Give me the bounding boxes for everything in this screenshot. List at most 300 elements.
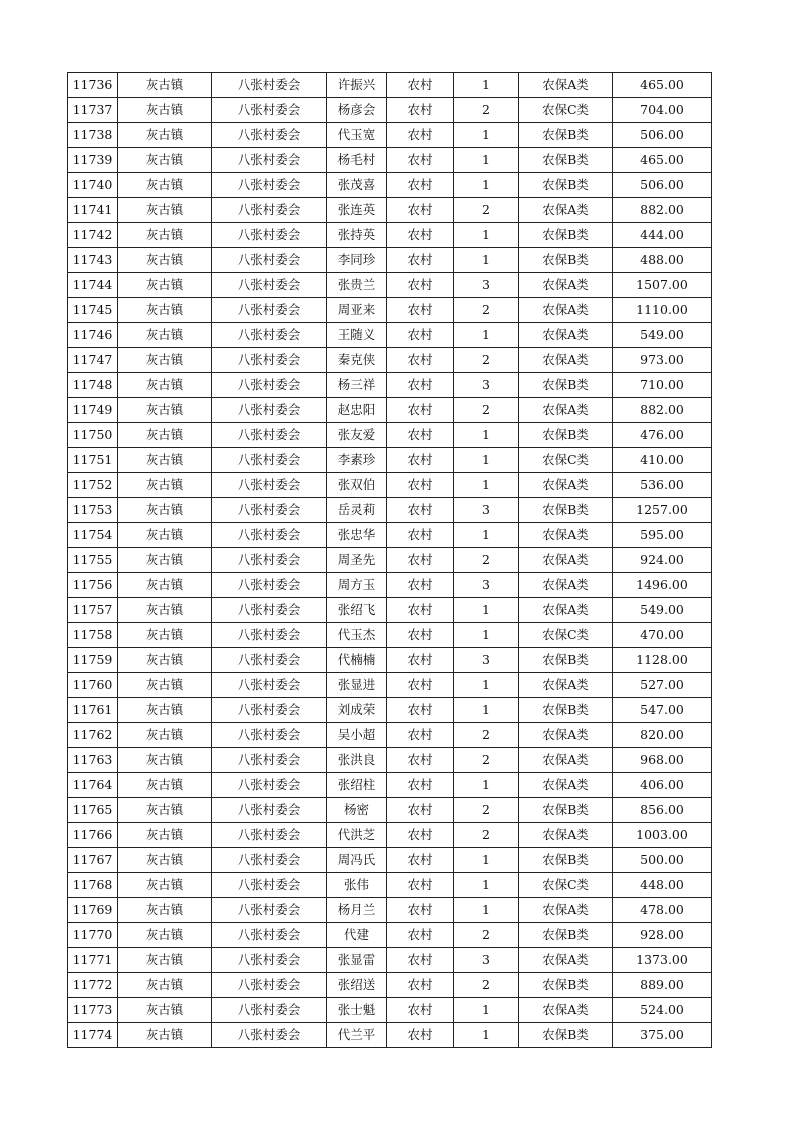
record-id-cell: 11744 xyxy=(68,273,118,298)
village-cell: 八张村委会 xyxy=(212,548,327,573)
record-id-cell: 11756 xyxy=(68,573,118,598)
table-row xyxy=(68,498,712,523)
household-count-cell: 1 xyxy=(454,998,519,1023)
area-type-cell: 农村 xyxy=(387,898,454,923)
record-id-cell: 11770 xyxy=(68,923,118,948)
village-cell: 八张村委会 xyxy=(212,948,327,973)
record-id-cell: 11763 xyxy=(68,748,118,773)
household-count-cell: 1 xyxy=(454,598,519,623)
town-cell: 灰古镇 xyxy=(118,923,212,948)
insurance-category-cell: 农保B类 xyxy=(519,798,613,823)
amount-cell: 928.00 xyxy=(613,923,712,948)
village-cell: 八张村委会 xyxy=(212,848,327,873)
area-type-cell: 农村 xyxy=(387,598,454,623)
record-id-cell: 11755 xyxy=(68,548,118,573)
town-cell: 灰古镇 xyxy=(118,448,212,473)
record-id-cell: 11745 xyxy=(68,298,118,323)
amount-cell: 465.00 xyxy=(613,148,712,173)
household-count-cell: 2 xyxy=(454,398,519,423)
table-row xyxy=(68,773,712,798)
town-cell: 灰古镇 xyxy=(118,823,212,848)
town-cell: 灰古镇 xyxy=(118,398,212,423)
amount-cell: 1003.00 xyxy=(613,823,712,848)
household-count-cell: 1 xyxy=(454,73,519,98)
record-id-cell: 11772 xyxy=(68,973,118,998)
table-row xyxy=(68,448,712,473)
area-type-cell: 农村 xyxy=(387,148,454,173)
amount-cell: 448.00 xyxy=(613,873,712,898)
name-cell: 赵忠阳 xyxy=(327,398,387,423)
name-cell: 许振兴 xyxy=(327,73,387,98)
table-row xyxy=(68,623,712,648)
record-id-cell: 11741 xyxy=(68,198,118,223)
village-cell: 八张村委会 xyxy=(212,523,327,548)
insurance-category-cell: 农保B类 xyxy=(519,248,613,273)
table-row xyxy=(68,298,712,323)
town-cell: 灰古镇 xyxy=(118,498,212,523)
amount-cell: 524.00 xyxy=(613,998,712,1023)
record-id-cell: 11747 xyxy=(68,348,118,373)
household-count-cell: 1 xyxy=(454,173,519,198)
village-cell: 八张村委会 xyxy=(212,498,327,523)
area-type-cell: 农村 xyxy=(387,173,454,198)
table-row xyxy=(68,973,712,998)
area-type-cell: 农村 xyxy=(387,948,454,973)
amount-cell: 547.00 xyxy=(613,698,712,723)
household-count-cell: 1 xyxy=(454,698,519,723)
table-row xyxy=(68,223,712,248)
household-count-cell: 1 xyxy=(454,248,519,273)
area-type-cell: 农村 xyxy=(387,73,454,98)
table-row xyxy=(68,848,712,873)
roster-table xyxy=(67,72,712,1048)
name-cell: 张显雷 xyxy=(327,948,387,973)
name-cell: 张茂喜 xyxy=(327,173,387,198)
table-row xyxy=(68,273,712,298)
area-type-cell: 农村 xyxy=(387,548,454,573)
town-cell: 灰古镇 xyxy=(118,748,212,773)
record-id-cell: 11764 xyxy=(68,773,118,798)
village-cell: 八张村委会 xyxy=(212,448,327,473)
village-cell: 八张村委会 xyxy=(212,248,327,273)
village-cell: 八张村委会 xyxy=(212,423,327,448)
area-type-cell: 农村 xyxy=(387,373,454,398)
insurance-category-cell: 农保B类 xyxy=(519,373,613,398)
household-count-cell: 2 xyxy=(454,723,519,748)
household-count-cell: 1 xyxy=(454,448,519,473)
village-cell: 八张村委会 xyxy=(212,373,327,398)
table-row xyxy=(68,998,712,1023)
name-cell: 李同珍 xyxy=(327,248,387,273)
insurance-category-cell: 农保A类 xyxy=(519,823,613,848)
amount-cell: 973.00 xyxy=(613,348,712,373)
household-count-cell: 1 xyxy=(454,873,519,898)
name-cell: 张绍送 xyxy=(327,973,387,998)
village-cell: 八张村委会 xyxy=(212,1023,327,1048)
insurance-category-cell: 农保B类 xyxy=(519,498,613,523)
household-count-cell: 1 xyxy=(454,623,519,648)
amount-cell: 856.00 xyxy=(613,798,712,823)
record-id-cell: 11760 xyxy=(68,673,118,698)
name-cell: 杨月兰 xyxy=(327,898,387,923)
area-type-cell: 农村 xyxy=(387,773,454,798)
insurance-category-cell: 农保C类 xyxy=(519,623,613,648)
record-id-cell: 11743 xyxy=(68,248,118,273)
amount-cell: 710.00 xyxy=(613,373,712,398)
household-count-cell: 2 xyxy=(454,98,519,123)
village-cell: 八张村委会 xyxy=(212,823,327,848)
insurance-category-cell: 农保A类 xyxy=(519,298,613,323)
village-cell: 八张村委会 xyxy=(212,298,327,323)
name-cell: 周亚来 xyxy=(327,298,387,323)
record-id-cell: 11766 xyxy=(68,823,118,848)
record-id-cell: 11757 xyxy=(68,598,118,623)
record-id-cell: 11767 xyxy=(68,848,118,873)
amount-cell: 1373.00 xyxy=(613,948,712,973)
record-id-cell: 11740 xyxy=(68,173,118,198)
amount-cell: 527.00 xyxy=(613,673,712,698)
town-cell: 灰古镇 xyxy=(118,273,212,298)
insurance-category-cell: 农保A类 xyxy=(519,398,613,423)
table-row xyxy=(68,473,712,498)
town-cell: 灰古镇 xyxy=(118,548,212,573)
table-row xyxy=(68,823,712,848)
insurance-category-cell: 农保A类 xyxy=(519,348,613,373)
amount-cell: 1507.00 xyxy=(613,273,712,298)
insurance-category-cell: 农保A类 xyxy=(519,748,613,773)
amount-cell: 882.00 xyxy=(613,198,712,223)
village-cell: 八张村委会 xyxy=(212,573,327,598)
household-count-cell: 1 xyxy=(454,898,519,923)
amount-cell: 1128.00 xyxy=(613,648,712,673)
area-type-cell: 农村 xyxy=(387,723,454,748)
household-count-cell: 3 xyxy=(454,498,519,523)
household-count-cell: 1 xyxy=(454,423,519,448)
record-id-cell: 11754 xyxy=(68,523,118,548)
household-count-cell: 3 xyxy=(454,648,519,673)
household-count-cell: 2 xyxy=(454,923,519,948)
amount-cell: 924.00 xyxy=(613,548,712,573)
amount-cell: 882.00 xyxy=(613,398,712,423)
town-cell: 灰古镇 xyxy=(118,1023,212,1048)
table-row xyxy=(68,323,712,348)
town-cell: 灰古镇 xyxy=(118,198,212,223)
amount-cell: 1496.00 xyxy=(613,573,712,598)
amount-cell: 488.00 xyxy=(613,248,712,273)
name-cell: 王随义 xyxy=(327,323,387,348)
village-cell: 八张村委会 xyxy=(212,773,327,798)
town-cell: 灰古镇 xyxy=(118,798,212,823)
table-row xyxy=(68,73,712,98)
area-type-cell: 农村 xyxy=(387,698,454,723)
town-cell: 灰古镇 xyxy=(118,848,212,873)
amount-cell: 500.00 xyxy=(613,848,712,873)
insurance-category-cell: 农保A类 xyxy=(519,273,613,298)
name-cell: 张士魁 xyxy=(327,998,387,1023)
household-count-cell: 2 xyxy=(454,973,519,998)
record-id-cell: 11751 xyxy=(68,448,118,473)
area-type-cell: 农村 xyxy=(387,473,454,498)
table-row xyxy=(68,598,712,623)
amount-cell: 406.00 xyxy=(613,773,712,798)
town-cell: 灰古镇 xyxy=(118,948,212,973)
household-count-cell: 3 xyxy=(454,948,519,973)
name-cell: 周方玉 xyxy=(327,573,387,598)
household-count-cell: 1 xyxy=(454,523,519,548)
insurance-category-cell: 农保B类 xyxy=(519,223,613,248)
insurance-category-cell: 农保A类 xyxy=(519,723,613,748)
amount-cell: 889.00 xyxy=(613,973,712,998)
area-type-cell: 农村 xyxy=(387,648,454,673)
area-type-cell: 农村 xyxy=(387,973,454,998)
village-cell: 八张村委会 xyxy=(212,198,327,223)
area-type-cell: 农村 xyxy=(387,273,454,298)
insurance-category-cell: 农保A类 xyxy=(519,898,613,923)
insurance-category-cell: 农保A类 xyxy=(519,598,613,623)
name-cell: 张双伯 xyxy=(327,473,387,498)
name-cell: 张伟 xyxy=(327,873,387,898)
insurance-category-cell: 农保A类 xyxy=(519,323,613,348)
town-cell: 灰古镇 xyxy=(118,873,212,898)
town-cell: 灰古镇 xyxy=(118,523,212,548)
insurance-category-cell: 农保A类 xyxy=(519,948,613,973)
table-row xyxy=(68,198,712,223)
town-cell: 灰古镇 xyxy=(118,598,212,623)
town-cell: 灰古镇 xyxy=(118,673,212,698)
village-cell: 八张村委会 xyxy=(212,223,327,248)
name-cell: 秦克侠 xyxy=(327,348,387,373)
insurance-category-cell: 农保B类 xyxy=(519,1023,613,1048)
amount-cell: 536.00 xyxy=(613,473,712,498)
table-row xyxy=(68,548,712,573)
insurance-category-cell: 农保A类 xyxy=(519,673,613,698)
name-cell: 张洪良 xyxy=(327,748,387,773)
record-id-cell: 11746 xyxy=(68,323,118,348)
area-type-cell: 农村 xyxy=(387,573,454,598)
table-body xyxy=(68,73,712,1048)
name-cell: 代建 xyxy=(327,923,387,948)
table-row xyxy=(68,423,712,448)
area-type-cell: 农村 xyxy=(387,748,454,773)
town-cell: 灰古镇 xyxy=(118,898,212,923)
town-cell: 灰古镇 xyxy=(118,123,212,148)
name-cell: 张忠华 xyxy=(327,523,387,548)
town-cell: 灰古镇 xyxy=(118,423,212,448)
insurance-category-cell: 农保B类 xyxy=(519,123,613,148)
insurance-category-cell: 农保A类 xyxy=(519,73,613,98)
name-cell: 杨毛村 xyxy=(327,148,387,173)
table-row xyxy=(68,698,712,723)
village-cell: 八张村委会 xyxy=(212,273,327,298)
insurance-category-cell: 农保B类 xyxy=(519,173,613,198)
table-row xyxy=(68,923,712,948)
town-cell: 灰古镇 xyxy=(118,623,212,648)
amount-cell: 549.00 xyxy=(613,598,712,623)
area-type-cell: 农村 xyxy=(387,323,454,348)
table-row xyxy=(68,373,712,398)
record-id-cell: 11761 xyxy=(68,698,118,723)
area-type-cell: 农村 xyxy=(387,848,454,873)
village-cell: 八张村委会 xyxy=(212,73,327,98)
area-type-cell: 农村 xyxy=(387,923,454,948)
insurance-category-cell: 农保B类 xyxy=(519,923,613,948)
household-count-cell: 2 xyxy=(454,823,519,848)
name-cell: 李素珍 xyxy=(327,448,387,473)
table-row xyxy=(68,573,712,598)
insurance-category-cell: 农保B类 xyxy=(519,648,613,673)
name-cell: 杨密 xyxy=(327,798,387,823)
town-cell: 灰古镇 xyxy=(118,298,212,323)
insurance-category-cell: 农保A类 xyxy=(519,573,613,598)
household-count-cell: 2 xyxy=(454,748,519,773)
household-count-cell: 1 xyxy=(454,223,519,248)
table-row xyxy=(68,123,712,148)
record-id-cell: 11738 xyxy=(68,123,118,148)
area-type-cell: 农村 xyxy=(387,673,454,698)
name-cell: 张友爱 xyxy=(327,423,387,448)
record-id-cell: 11752 xyxy=(68,473,118,498)
household-count-cell: 1 xyxy=(454,1023,519,1048)
household-count-cell: 3 xyxy=(454,273,519,298)
table-row xyxy=(68,348,712,373)
household-count-cell: 2 xyxy=(454,198,519,223)
insurance-category-cell: 农保A类 xyxy=(519,998,613,1023)
name-cell: 代楠楠 xyxy=(327,648,387,673)
insurance-category-cell: 农保B类 xyxy=(519,698,613,723)
area-type-cell: 农村 xyxy=(387,248,454,273)
household-count-cell: 3 xyxy=(454,373,519,398)
insurance-category-cell: 农保C类 xyxy=(519,448,613,473)
record-id-cell: 11750 xyxy=(68,423,118,448)
town-cell: 灰古镇 xyxy=(118,223,212,248)
record-id-cell: 11758 xyxy=(68,623,118,648)
area-type-cell: 农村 xyxy=(387,423,454,448)
table-row xyxy=(68,98,712,123)
name-cell: 杨彦会 xyxy=(327,98,387,123)
table-row xyxy=(68,898,712,923)
household-count-cell: 1 xyxy=(454,773,519,798)
household-count-cell: 1 xyxy=(454,848,519,873)
village-cell: 八张村委会 xyxy=(212,673,327,698)
table-row xyxy=(68,948,712,973)
record-id-cell: 11753 xyxy=(68,498,118,523)
area-type-cell: 农村 xyxy=(387,623,454,648)
town-cell: 灰古镇 xyxy=(118,348,212,373)
village-cell: 八张村委会 xyxy=(212,148,327,173)
record-id-cell: 11736 xyxy=(68,73,118,98)
insurance-category-cell: 农保C类 xyxy=(519,98,613,123)
amount-cell: 375.00 xyxy=(613,1023,712,1048)
household-count-cell: 1 xyxy=(454,673,519,698)
town-cell: 灰古镇 xyxy=(118,148,212,173)
area-type-cell: 农村 xyxy=(387,523,454,548)
amount-cell: 506.00 xyxy=(613,123,712,148)
insurance-category-cell: 农保A类 xyxy=(519,548,613,573)
town-cell: 灰古镇 xyxy=(118,698,212,723)
amount-cell: 478.00 xyxy=(613,898,712,923)
area-type-cell: 农村 xyxy=(387,298,454,323)
table-row xyxy=(68,873,712,898)
amount-cell: 1257.00 xyxy=(613,498,712,523)
table-row xyxy=(68,1023,712,1048)
name-cell: 代洪芝 xyxy=(327,823,387,848)
town-cell: 灰古镇 xyxy=(118,73,212,98)
village-cell: 八张村委会 xyxy=(212,123,327,148)
amount-cell: 506.00 xyxy=(613,173,712,198)
name-cell: 代玉宽 xyxy=(327,123,387,148)
town-cell: 灰古镇 xyxy=(118,473,212,498)
village-cell: 八张村委会 xyxy=(212,173,327,198)
town-cell: 灰古镇 xyxy=(118,173,212,198)
insurance-category-cell: 农保A类 xyxy=(519,473,613,498)
record-id-cell: 11771 xyxy=(68,948,118,973)
record-id-cell: 11762 xyxy=(68,723,118,748)
village-cell: 八张村委会 xyxy=(212,923,327,948)
village-cell: 八张村委会 xyxy=(212,798,327,823)
amount-cell: 444.00 xyxy=(613,223,712,248)
area-type-cell: 农村 xyxy=(387,348,454,373)
amount-cell: 1110.00 xyxy=(613,298,712,323)
village-cell: 八张村委会 xyxy=(212,698,327,723)
record-id-cell: 11748 xyxy=(68,373,118,398)
area-type-cell: 农村 xyxy=(387,448,454,473)
household-count-cell: 1 xyxy=(454,323,519,348)
village-cell: 八张村委会 xyxy=(212,98,327,123)
village-cell: 八张村委会 xyxy=(212,748,327,773)
insurance-category-cell: 农保A类 xyxy=(519,523,613,548)
town-cell: 灰古镇 xyxy=(118,573,212,598)
name-cell: 杨三祥 xyxy=(327,373,387,398)
village-cell: 八张村委会 xyxy=(212,323,327,348)
amount-cell: 410.00 xyxy=(613,448,712,473)
area-type-cell: 农村 xyxy=(387,123,454,148)
table-row xyxy=(68,248,712,273)
amount-cell: 465.00 xyxy=(613,73,712,98)
village-cell: 八张村委会 xyxy=(212,723,327,748)
town-cell: 灰古镇 xyxy=(118,373,212,398)
town-cell: 灰古镇 xyxy=(118,773,212,798)
area-type-cell: 农村 xyxy=(387,1023,454,1048)
insurance-category-cell: 农保A类 xyxy=(519,773,613,798)
amount-cell: 595.00 xyxy=(613,523,712,548)
insurance-category-cell: 农保B类 xyxy=(519,848,613,873)
town-cell: 灰古镇 xyxy=(118,648,212,673)
name-cell: 代兰平 xyxy=(327,1023,387,1048)
amount-cell: 820.00 xyxy=(613,723,712,748)
town-cell: 灰古镇 xyxy=(118,98,212,123)
household-count-cell: 2 xyxy=(454,798,519,823)
household-count-cell: 2 xyxy=(454,348,519,373)
name-cell: 张显进 xyxy=(327,673,387,698)
record-id-cell: 11773 xyxy=(68,998,118,1023)
record-id-cell: 11774 xyxy=(68,1023,118,1048)
record-id-cell: 11749 xyxy=(68,398,118,423)
village-cell: 八张村委会 xyxy=(212,623,327,648)
area-type-cell: 农村 xyxy=(387,798,454,823)
name-cell: 张贵兰 xyxy=(327,273,387,298)
amount-cell: 549.00 xyxy=(613,323,712,348)
village-cell: 八张村委会 xyxy=(212,473,327,498)
record-id-cell: 11737 xyxy=(68,98,118,123)
name-cell: 张绍飞 xyxy=(327,598,387,623)
area-type-cell: 农村 xyxy=(387,198,454,223)
record-id-cell: 11769 xyxy=(68,898,118,923)
village-cell: 八张村委会 xyxy=(212,973,327,998)
name-cell: 周冯氏 xyxy=(327,848,387,873)
town-cell: 灰古镇 xyxy=(118,973,212,998)
name-cell: 刘成荣 xyxy=(327,698,387,723)
amount-cell: 476.00 xyxy=(613,423,712,448)
